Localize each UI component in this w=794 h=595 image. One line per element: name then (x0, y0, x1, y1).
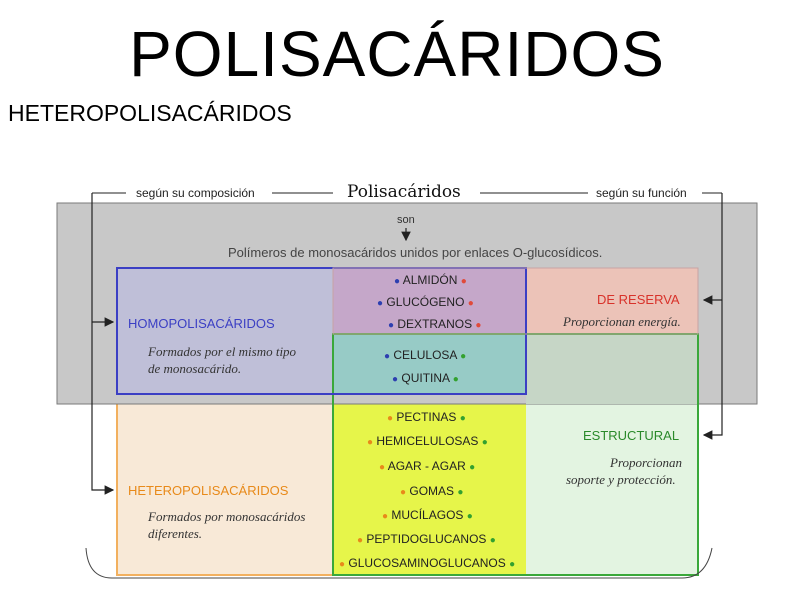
item-celulosa: ● CELULOSA ● (384, 348, 467, 362)
composition-header: según su composición (136, 186, 255, 200)
item-gomas: ● GOMAS ● (400, 484, 464, 498)
hetero-desc-2: diferentes. (148, 526, 203, 541)
polysaccharides-header: Polisacáridos (347, 182, 461, 202)
reserva-title: DE RESERVA (597, 292, 680, 307)
hetero-desc-1: Formados por monosacáridos (148, 509, 306, 524)
homo-title: HOMOPOLISACÁRIDOS (128, 316, 275, 331)
item-glucogeno: ● GLUCÓGENO ● (377, 295, 474, 309)
item-glucosaminoglucanos: ● GLUCOSAMINOGLUCANOS ● (339, 556, 516, 570)
connector-label: son (397, 214, 415, 226)
hetero-title: HETEROPOLISACÁRIDOS (128, 483, 289, 498)
item-almidon: ● ALMIDÓN ● (394, 273, 467, 287)
homo-desc-1: Formados por el mismo tipo (148, 344, 297, 359)
page-subtitle: HETEROPOLISACÁRIDOS (8, 100, 292, 126)
homo-desc-2: de monosacárido. (148, 361, 242, 376)
estructural-title: ESTRUCTURAL (583, 428, 680, 443)
item-hemicelulosas: ● HEMICELULOSAS ● (367, 434, 488, 448)
item-agar: ● AGAR - AGAR ● (379, 459, 476, 473)
estructural-desc-2: soporte y protección. (566, 472, 676, 487)
reserva-desc: Proporcionan energía. (563, 314, 681, 329)
item-pectinas: ● PECTINAS ● (387, 410, 466, 424)
item-mucilagos: ● MUCÍLAGOS ● (382, 508, 473, 522)
definition-text: Polímeros de monosacáridos unidos por enlaces O-glucosídicos. (228, 245, 603, 260)
overlap-fill (333, 334, 526, 394)
item-dextranos: ● DEXTRANOS ● (388, 317, 482, 331)
item-quitina: ● QUITINA ● (392, 371, 459, 385)
page-title: POLISACÁRIDOS (129, 18, 665, 90)
structural-fill-upper (526, 334, 698, 404)
function-header: según su función (596, 186, 687, 200)
item-peptidoglucanos: ● PEPTIDOGLUCANOS ● (357, 532, 496, 546)
estructural-desc-1: Proporcionan (610, 455, 682, 470)
